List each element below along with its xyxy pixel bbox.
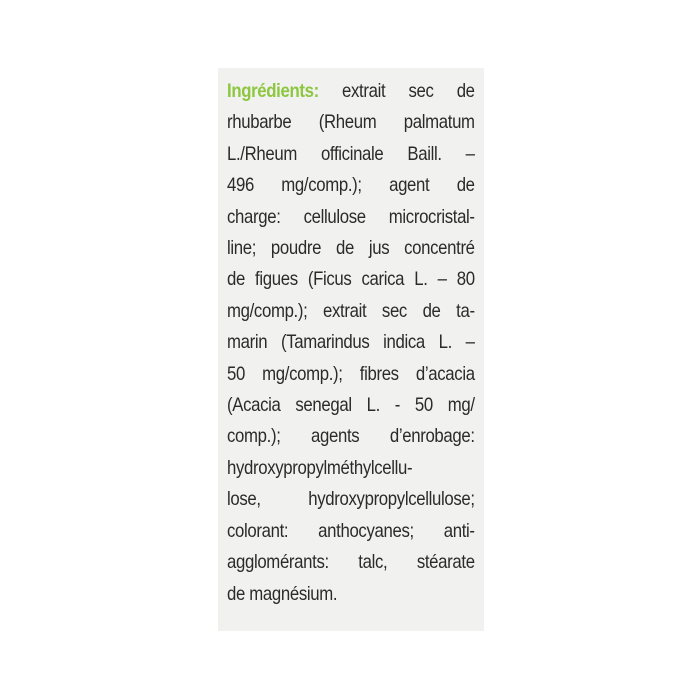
ingredients-line: Ingrédients: extrait sec de <box>227 80 475 102</box>
ingredients-line: colorant: anthocyanes; anti- <box>227 519 475 542</box>
ingredients-line: mg/comp.); extrait sec de ta- <box>227 299 475 322</box>
ingredients-line: de figues (Ficus carica L. – 80 <box>227 268 475 291</box>
ingredients-line: rhubarbe (Rheum palmatum <box>227 111 475 134</box>
ingredients-line: lose, hydroxypropylcellulose; <box>227 488 475 511</box>
ingredients-line: marin (Tamarindus indica L. – <box>227 331 475 354</box>
ingredients-list <box>227 76 475 610</box>
ingredients-line: charge: cellulose microcristal- <box>227 205 475 228</box>
ingredients-line: comp.); agents d’enrobage: <box>227 425 475 448</box>
ingredients-heading: Ingrédients: <box>227 80 319 102</box>
ingredients-line: line; poudre de jus concentré <box>227 237 475 260</box>
ingredients-line: 496 mg/comp.); agent de <box>227 174 475 197</box>
ingredients-line: 50 mg/comp.); fibres d’acacia <box>227 362 475 385</box>
ingredients-line: (Acacia senegal L. - 50 mg/ <box>227 394 475 417</box>
ingredients-line: de magnésium. <box>227 582 338 605</box>
ingredients-line: agglomérants: talc, stéarate <box>227 551 475 574</box>
ingredients-line: hydroxypropylméthylcellu- <box>227 456 413 479</box>
ingredients-line: L./Rheum officinale Baill. – <box>227 142 475 165</box>
